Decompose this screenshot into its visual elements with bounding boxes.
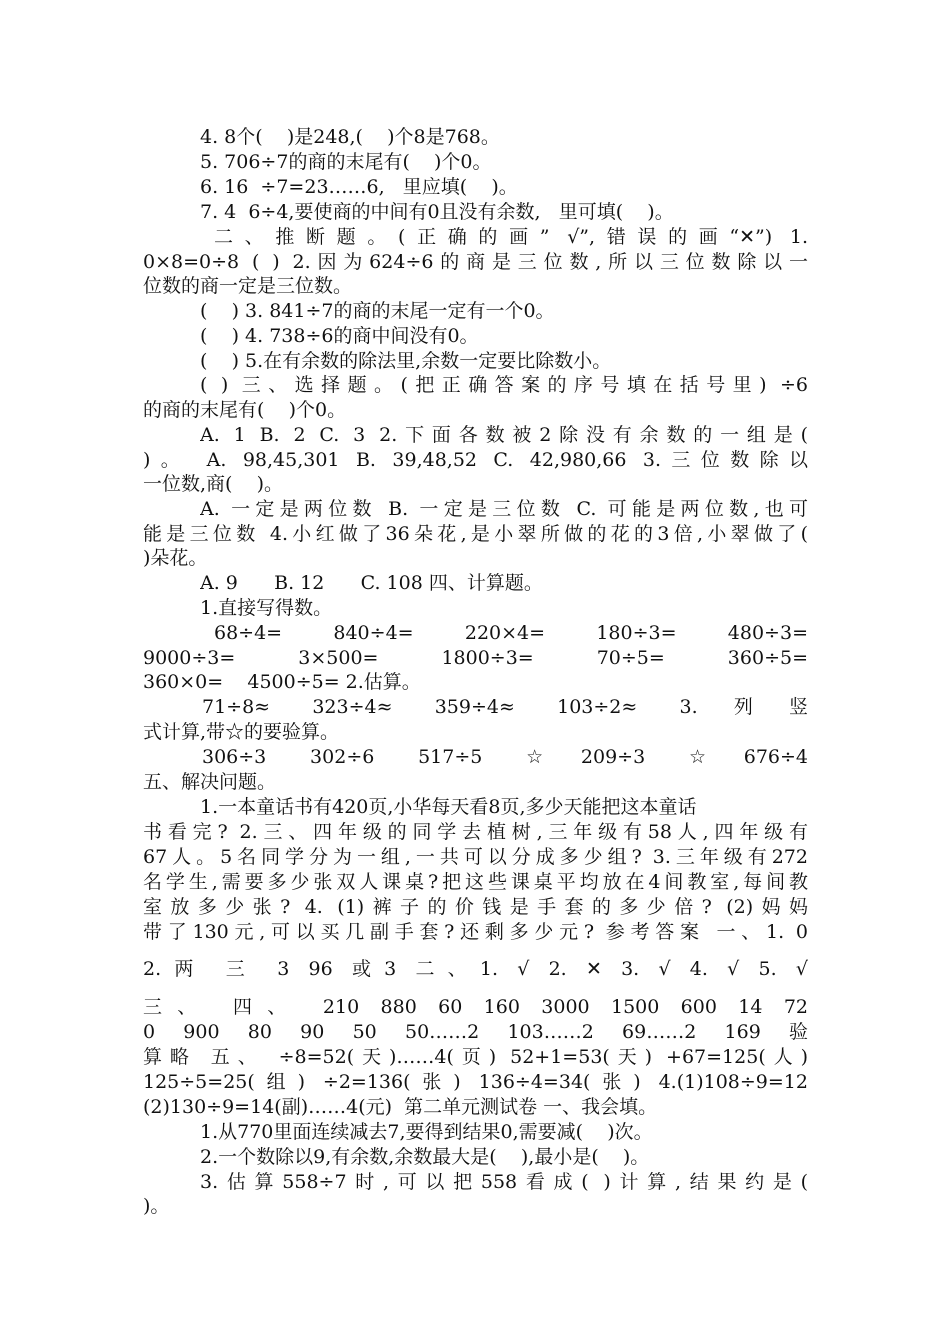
- text-line: 7. 4 6÷4,要使商的中间有0且没有余数, 里可填( )。: [200, 201, 674, 223]
- text-line: ( ) 4. 738÷6的商中间没有0。: [200, 325, 479, 347]
- text-line: ( ) 3. 841÷7的商的末尾一定有一个0。: [200, 300, 555, 322]
- text-line: 68÷4= 840÷4= 220×4= 180÷3= 480÷3=: [214, 622, 808, 644]
- text-line: ( ) 5.在有余数的除法里,余数一定要比除数小。: [200, 350, 612, 372]
- text-line: 360×0= 4500÷5= 2.估算。: [143, 671, 421, 693]
- section-heading: 二、推断题。(正确的画” √”,错误的画“✕”) 1.: [214, 226, 808, 248]
- text-line: A. 9 B. 12 C. 108 四、计算题。: [200, 572, 543, 594]
- text-line: ( ) 三、选择题。(把正确答案的序号填在括号里) ÷6: [200, 374, 808, 396]
- text-line: 一位数,商( )。: [143, 473, 284, 495]
- text-line: 67人。5名同学分为一组,一共可以分成多少组? 3.三年级有272: [143, 846, 808, 868]
- text-line: 能是三位数 4.小红做了36朵花,是小翠所做的花的3倍,小翠做了(: [143, 523, 808, 545]
- text-line: 306÷3 302÷6 517÷5 ☆209÷3 ☆676÷4: [202, 746, 808, 768]
- answer-line: 2.两 三 3 96 或3 二、1. √ 2. ✕ 3. √ 4. √ 5. √: [143, 958, 808, 980]
- text-line: 9000÷3= 3×500= 1800÷3= 70÷5= 360÷5=: [143, 647, 808, 669]
- answer-line: 0 900 80 90 50 50……2 103……2 69……2 169 验: [143, 1021, 808, 1043]
- text-line: 名学生,需要多少张双人课桌?把这些课桌平均放在4间教室,每间教: [143, 871, 808, 893]
- text-line: 3.估算558÷7时,可以把558看成( )计算,结果约是(: [200, 1171, 808, 1193]
- text-line: 式计算,带☆的要验算。: [143, 721, 340, 743]
- answer-line: 算略 五、 ÷8=52(天)……4(页) 52+1=53(天) +67=125(人): [143, 1046, 808, 1068]
- text-line: (2)130÷9=14(副)……4(元) 第二单元测试卷 一、我会填。: [143, 1096, 658, 1118]
- text-line: )朵花。: [143, 547, 208, 569]
- text-line: )。 A. 98,45,301 B. 39,48,52 C. 42,980,66 3.三位数除以: [143, 449, 808, 471]
- text-line: 带了130元,可以买几副手套?还剩多少元? 参考答案 一、1. 0: [143, 921, 808, 943]
- text-line: A. 1 B. 2 C. 3 2.下面各数被2除没有余数的一组是(: [200, 424, 808, 446]
- text-line: 0×8=0÷8 ( ) 2.因为624÷6的商是三位数,所以三位数除以一: [143, 251, 808, 273]
- text-line: 71÷8≈ 323÷4≈ 359÷4≈ 103÷2≈ 3.列竖: [202, 696, 808, 718]
- text-line: 书看完? 2.三、四年级的同学去植树,三年级有58人,四年级有: [143, 821, 808, 843]
- answer-line: 125÷5=25(组) ÷2=136(张) 136÷4=34(张) 4.(1)108÷9=12: [143, 1071, 808, 1093]
- section-heading: 五、解决问题。: [143, 771, 277, 793]
- text-line: 室放多少张? 4. (1)裤子的价钱是手套的多少倍? (2)妈妈: [143, 896, 808, 918]
- text-line: 位数的商一定是三位数。: [143, 275, 353, 297]
- text-line: 6. 16 ÷7=23……6, 里应填( )。: [200, 176, 518, 198]
- text-line: 的商的末尾有( )个0。: [143, 399, 347, 421]
- text-line: )。: [143, 1195, 170, 1217]
- text-line: 1.从770里面连续减去7,要得到结果0,需要减( )次。: [200, 1121, 653, 1143]
- text-line: 2.一个数除以9,有余数,余数最大是( ),最小是( )。: [200, 1146, 650, 1168]
- text-line: 1.直接写得数。: [200, 597, 333, 619]
- text-line: 4. 8个( )是248,( )个8是768。: [200, 126, 500, 148]
- answer-line: 三、 四、 210 880 60 160 3000 1500 600 14 72: [143, 996, 808, 1018]
- text-line: 5. 706÷7的商的末尾有( )个0。: [200, 151, 492, 173]
- text-line: 1.一本童话书有420页,小华每天看8页,多少天能把这本童话: [200, 796, 697, 818]
- text-line: A. 一定是两位数 B. 一定是三位数 C. 可能是两位数,也可: [200, 498, 808, 520]
